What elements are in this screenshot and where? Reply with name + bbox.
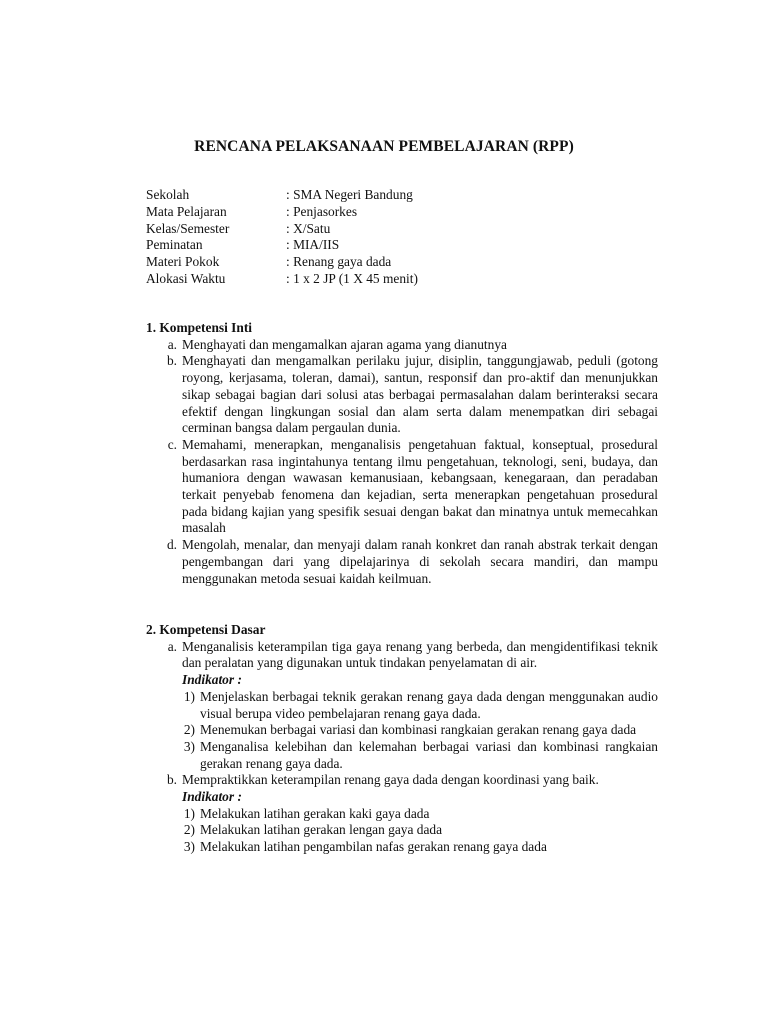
list-marker: d.: [166, 537, 177, 553]
list-item: [146, 353, 658, 437]
list-item: [146, 537, 658, 587]
info-value: : 1 x 2 JP (1 X 45 menit): [286, 270, 418, 286]
info-label: Mata Pelajaran: [146, 203, 227, 219]
info-row-mata-pelajaran: [146, 204, 418, 221]
info-row-peminatan: [146, 237, 418, 254]
list-item: [146, 639, 658, 672]
info-row-materi-pokok: [146, 254, 418, 271]
list-marker: b.: [166, 772, 177, 788]
indicator-text: Menganalisa kelebihan dan kelemahan berbagai variasi dan kombinasi rangkaian gerakan renang gaya dada.: [200, 738, 658, 771]
indicator-marker: 1): [183, 805, 195, 821]
indikator-label: Indikator :: [182, 672, 242, 688]
list-marker: c.: [167, 436, 177, 452]
indicator-marker: 1): [183, 688, 195, 704]
info-label: Kelas/Semester: [146, 220, 230, 236]
kompetensi-dasar-section: [146, 622, 658, 856]
indicator-marker: 3): [183, 839, 195, 855]
indicator-marker: 3): [183, 738, 195, 754]
indicator-item: [146, 739, 658, 772]
indicator-marker: 2): [183, 822, 195, 838]
indicator-text: Menemukan berbagai variasi dan kombinasi rangkaian gerakan renang gaya dada: [200, 722, 637, 738]
indicator-marker: 2): [183, 722, 195, 738]
info-label: Peminatan: [146, 237, 203, 253]
info-value: : Penjasorkes: [286, 203, 358, 219]
indicator-text: Menjelaskan berbagai teknik gerakan renang gaya dada dengan menggunakan audio visual berupa video pembelajaran renang gaya dada.: [200, 688, 658, 721]
list-text: Memahami, menerapkan, menganalisis pengetahuan faktual, konseptual, prosedural berdasarkan rasa ingintahunya tentang ilmu pengetahuan, teknologi, seni, budaya, dan humaniora dengan wawasan kemanusiaan, kebangsaan, kenegaraan, dan peradaban terkait penyebab fenomena dan kejadian, serta menerapkan pengetahuan prosedural pada bidang kajian yang spesifik sesuai dengan bakat dan minatnya untuk memecahkan masalah: [182, 436, 658, 536]
indicator-item: [146, 722, 658, 739]
indikator-label: Indikator :: [182, 789, 242, 805]
info-value: : SMA Negeri Bandung: [286, 187, 413, 202]
info-row-kelas-semester: [146, 221, 418, 238]
info-value: : MIA/IIS: [286, 237, 340, 253]
section-heading: 1. Kompetensi Inti: [146, 320, 253, 335]
info-label: Sekolah: [146, 187, 190, 202]
list-item: [146, 337, 658, 354]
list-marker: a.: [167, 638, 177, 654]
kompetensi-inti-section: [146, 320, 658, 587]
list-text: Mempraktikkan keterampilan renang gaya dada dengan koordinasi yang baik.: [182, 772, 599, 788]
indicator-text: Melakukan latihan pengambilan nafas gerakan renang gaya dada: [200, 839, 547, 855]
info-value: : Renang gaya dada: [286, 254, 392, 270]
section-heading: 2. Kompetensi Dasar: [146, 622, 266, 637]
list-text: Menganalisis keterampilan tiga gaya renang yang berbeda, dan mengidentifikasi teknik dan peralatan yang digunakan untuk tindakan penyelamatan di air.: [182, 638, 658, 671]
info-value: : X/Satu: [286, 220, 331, 236]
info-row-sekolah: [146, 187, 418, 204]
info-row-alokasi-waktu: [146, 271, 418, 288]
indicator-item: [146, 822, 658, 839]
indicator-item: [146, 806, 658, 823]
list-text: Mengolah, menalar, dan menyaji dalam ranah konkret dan ranah abstrak terkait dengan pengembangan dari yang dipelajarinya di sekolah secara mandiri, dan mampu menggunakan metoda sesuai kaidah keilmuan.: [182, 537, 658, 586]
info-table: [146, 187, 418, 288]
info-label: Materi Pokok: [146, 254, 220, 270]
list-item: [146, 772, 658, 789]
list-text: Menghayati dan mengamalkan ajaran agama yang dianutnya: [182, 336, 507, 352]
list-item: [146, 437, 658, 537]
document-title: RENCANA PELAKSANAAN PEMBELAJARAN (RPP): [194, 138, 574, 155]
info-label: Alokasi Waktu: [146, 270, 226, 286]
indicator-text: Melakukan latihan gerakan kaki gaya dada: [200, 805, 430, 821]
list-marker: a.: [167, 336, 177, 352]
list-marker: b.: [166, 353, 177, 369]
indicator-text: Melakukan latihan gerakan lengan gaya dada: [200, 822, 443, 838]
list-text: Menghayati dan mengamalkan perilaku jujur, disiplin, tanggungjawab, peduli (gotong royong, kerjasama, toleran, damai), santun, responsif dan pro-aktif dan menunjukkan sikap sebagai bagian dari solusi atas berbagai permasalahan dalam berinteraksi secara efektif dengan lingkungan sosial dan alam serta dalam menempatkan diri sebagai cerminan bangsa dalam pergaulan dunia.: [182, 353, 658, 436]
indicator-item: [146, 689, 658, 722]
indicator-item: [146, 839, 658, 856]
